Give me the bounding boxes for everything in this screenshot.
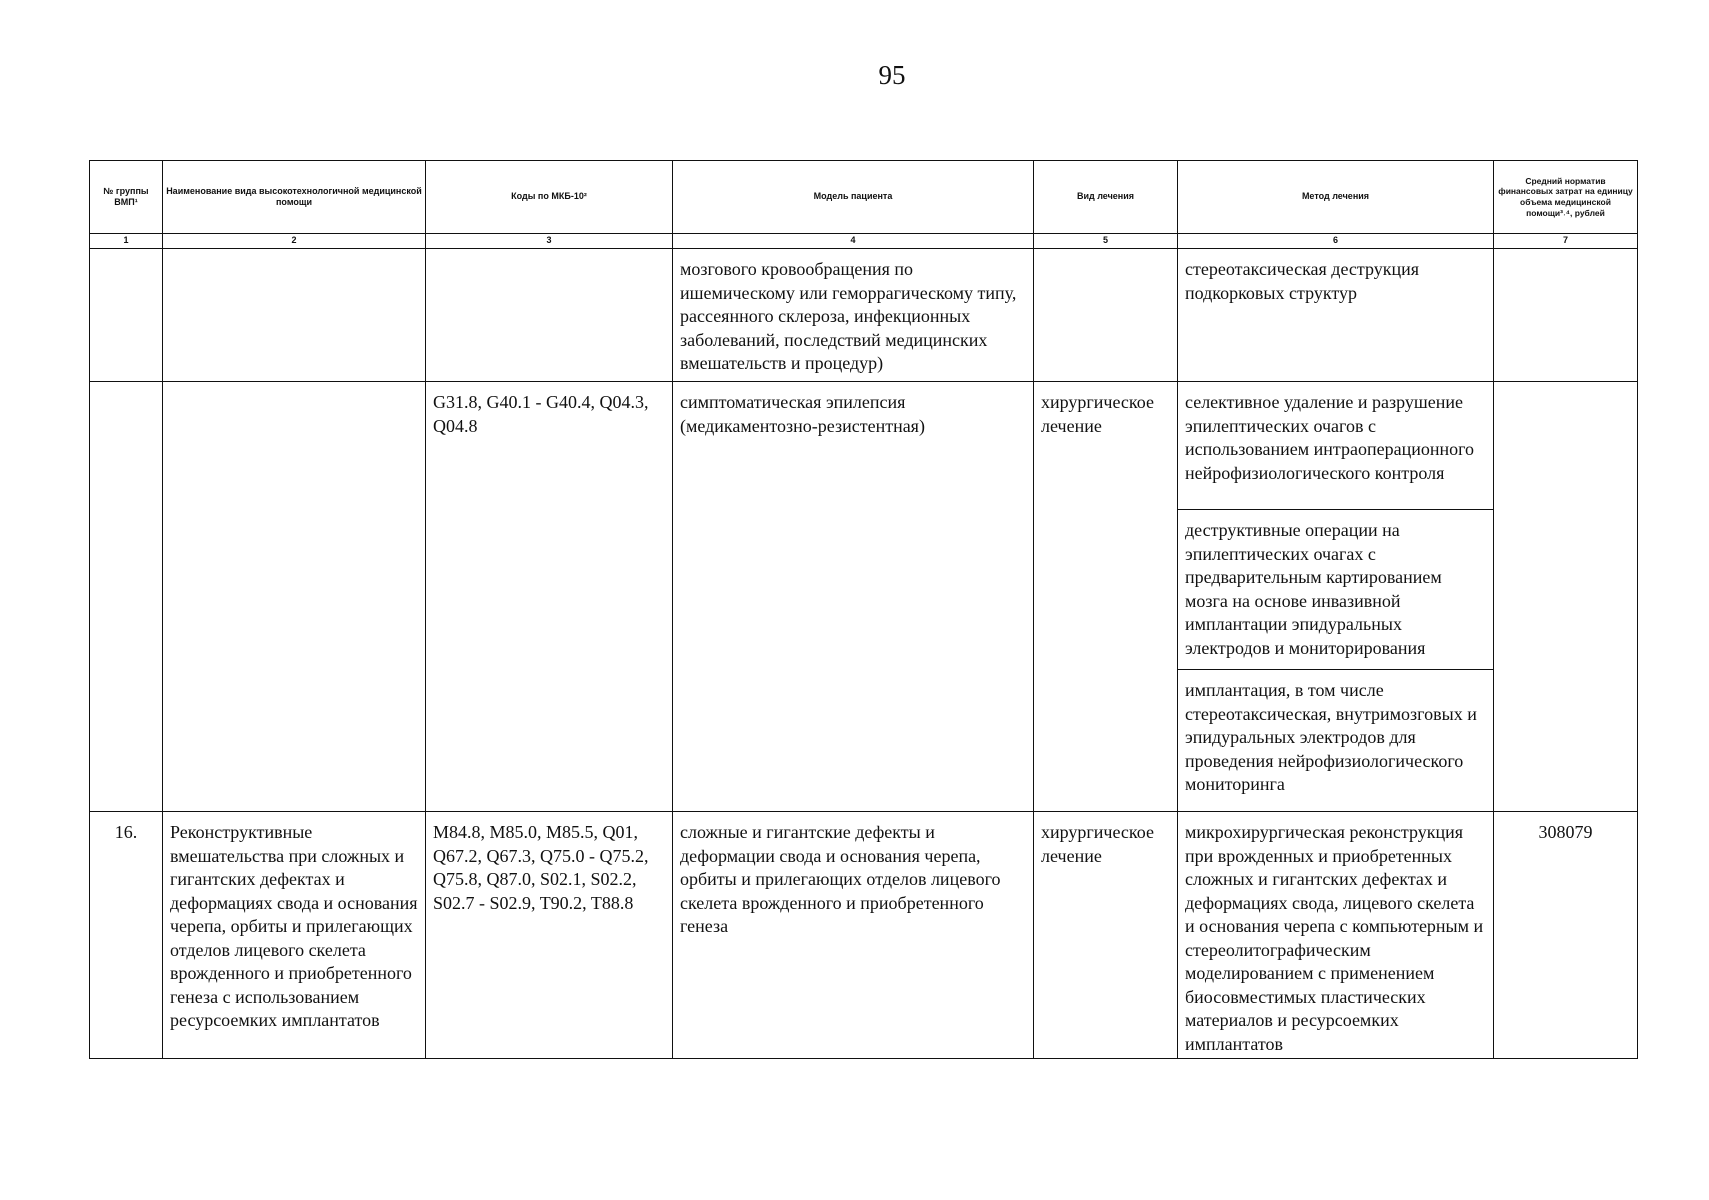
header-icd-codes: Коды по МКБ-10² bbox=[426, 161, 673, 234]
header-care-type: Наименование вида высокотехнологичной медицинской помощи bbox=[163, 161, 426, 234]
header-cost-norm: Средний норматив финансовых затрат на единицу объема медицинской помощи³˒⁴, рублей bbox=[1494, 161, 1638, 234]
icd-codes-cell: M84.8, M85.0, M85.5, Q01, Q67.2, Q67.3, Q75.0 - Q75.2, Q75.8, Q87.0, S02.1, S02.2, S02.7 - S02.9, T90.2, T88.8 bbox=[426, 812, 673, 1059]
table-header-row bbox=[90, 161, 1638, 234]
col-num: 1 bbox=[90, 234, 163, 249]
icd-codes-cell: G31.8, G40.1 - G40.4, Q04.3, Q04.8 bbox=[426, 382, 673, 812]
table-row bbox=[90, 382, 1638, 812]
treatment-method-cell bbox=[1178, 382, 1494, 812]
col-num: 2 bbox=[163, 234, 426, 249]
treatment-method-cell: стереотаксическая деструкция подкорковых структур bbox=[1178, 249, 1494, 382]
group-number-cell: 16. bbox=[90, 812, 163, 1059]
treatment-type-cell: хирургическое лечение bbox=[1034, 812, 1178, 1059]
header-treatment-method: Метод лечения bbox=[1178, 161, 1494, 234]
col-num: 5 bbox=[1034, 234, 1178, 249]
header-treatment-type: Вид лечения bbox=[1034, 161, 1178, 234]
col-num: 3 bbox=[426, 234, 673, 249]
patient-model-cell: сложные и гигантские дефекты и деформации свода и основания черепа, орбиты и прилегающих отделов лицевого скелета врожденного и приобретенного генеза bbox=[673, 812, 1034, 1059]
patient-model-cell: симптоматическая эпилепсия (медикаментозно-резистентная) bbox=[673, 382, 1034, 812]
col-num: 6 bbox=[1178, 234, 1494, 249]
col-num: 7 bbox=[1494, 234, 1638, 249]
table-row bbox=[90, 249, 1638, 382]
vmp-table bbox=[89, 160, 1638, 1059]
table-row bbox=[90, 812, 1638, 1059]
care-type-cell: Реконструктивные вмешательства при сложных и гигантских дефектах и деформациях свода и основания черепа, орбиты и прилегающих отделов лицевого скелета врожденного и приобретенного генеза с использованием ресурсоемких имплантатов bbox=[163, 812, 426, 1059]
column-number-row bbox=[90, 234, 1638, 249]
method-item: деструктивные операции на эпилептических очагах с предварительным картированием мозга на основе инвазивной имплантации эпидуральных электродов и мониторирования bbox=[1178, 510, 1493, 670]
header-group-number: № группы ВМП¹ bbox=[90, 161, 163, 234]
treatment-type-cell: хирургическое лечение bbox=[1034, 382, 1178, 812]
col-num: 4 bbox=[673, 234, 1034, 249]
method-item: селективное удаление и разрушение эпилептических очагов с использованием интраоперационного нейрофизиологического контроля bbox=[1178, 382, 1493, 510]
method-item: имплантация, в том числе стереотаксическая, внутримозговых и эпидуральных электродов для проведения нейрофизиологического мониторинга bbox=[1185, 680, 1477, 794]
page-number: 95 bbox=[878, 60, 906, 90]
patient-model-cell: мозгового кровообращения по ишемическому или геморрагическому типу, рассеянного склероза, инфекционных заболеваний, последствий медицинских вмешательств и процедур) bbox=[673, 249, 1034, 382]
treatment-method-cell: микрохирургическая реконструкция при врожденных и приобретенных сложных и гигантских дефектах и деформациях свода, лицевого скелета и основания черепа с компьютерным и стереолитографическим моделированием с применением биосовместимых пластических материалов и ресурсоемких имплантатов bbox=[1178, 812, 1494, 1059]
cost-cell: 308079 bbox=[1494, 812, 1638, 1059]
header-patient-model: Модель пациента bbox=[673, 161, 1034, 234]
